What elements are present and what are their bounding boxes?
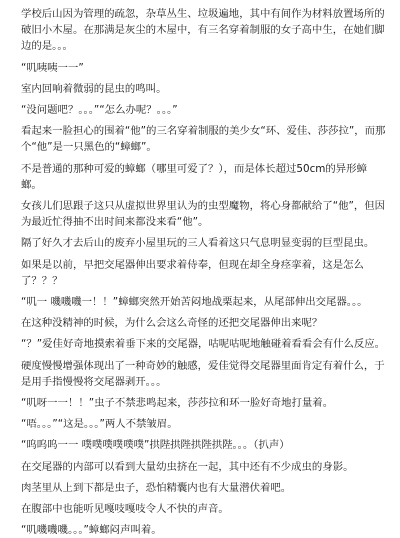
paragraph: 学校后山因为管理的疏忽，杂草丛生、垃圾遍地，其中有间作为材料放置场所的破旧小木屋。在那满是灰尘的木屋中，有三名穿着制服的女子高中生，在她们脚边的是。。。: [21, 8, 385, 53]
paragraph: “叽呀一一！！”虫子不禁悲鸣起来，莎莎拉和环一脸好奇地打量着。: [21, 397, 334, 410]
paragraph: 硬度慢慢增强体现出了一种奇妙的触感，爱佳觉得交尾器里面肯定有着什么，于是用手指慢慢将交尾器剥开。。。: [21, 359, 385, 388]
paragraph: 看起来一脸担心的围着“他”的三名穿着制服的美少女“环、爱佳、莎莎拉”，而那个“他”是一只黑色的“蟑螂”。: [21, 125, 386, 154]
paragraph: “没问题吧？。。。”“怎么办呢？。。。”: [21, 104, 178, 117]
paragraph: “叽嘰嘰嘰。。。”蟑螂闷声叫着。: [21, 524, 162, 537]
paragraph: 隔了好久才去后山的废弃小屋里玩的三人看着这只气息明显变弱的巨型昆虫。: [21, 237, 375, 250]
paragraph: “？”爱佳好奇地摸索着垂下来的交尾器，咕呢咕呢地触碰着看看会有什么反应。: [21, 338, 386, 351]
paragraph: 肉茎里从上到下都是虫子，恐怕精囊内也有大量潜伏着吧。: [21, 481, 292, 494]
paragraph: “唔。。。”“这是。。。”两人不禁皱眉。: [21, 418, 178, 431]
paragraph: “呜呜呜一一 噗噗噗噗噗噗”拱陛拱陛拱陛拱陛。。。（扒声）: [21, 439, 290, 452]
paragraph: “叽咦咦一一”: [21, 61, 84, 74]
paragraph: 在这种没精神的时候，为什么会这么奇怪的还把交尾器伸出来呢？: [21, 317, 323, 330]
paragraph: “叽一 嘰嘰嘰一！！”蟑螂突然开始苦闷地战栗起来，从尾部伸出交尾器。。。: [21, 296, 368, 309]
paragraph: 如果是以前，早把交尾器伸出要求着侍奉，但现在却全身痉挛着，这是怎么了？？？: [21, 258, 364, 287]
paragraph: 室内回响着微弱的昆虫的鸣叫。: [21, 82, 167, 95]
paragraph: 在交尾器的内部可以看到大量幼虫挤在一起，其中还有不少成虫的身影。: [21, 460, 354, 473]
paragraph: 不是普通的那种可爱的蟑螂（哪里可爱了？），而是体长超过50cm的异形蟑螂。: [21, 162, 367, 191]
paragraph: 女孩儿们思跟子这只从虚拟世界里认为的虫型魔物，将心身都献给了“他”，但因为最近忙得抽不出时间来都没来看“他”。: [21, 200, 386, 229]
paragraph: 在腹部中也能听见嘎吱嘎吱令人不快的声音。: [21, 503, 229, 516]
